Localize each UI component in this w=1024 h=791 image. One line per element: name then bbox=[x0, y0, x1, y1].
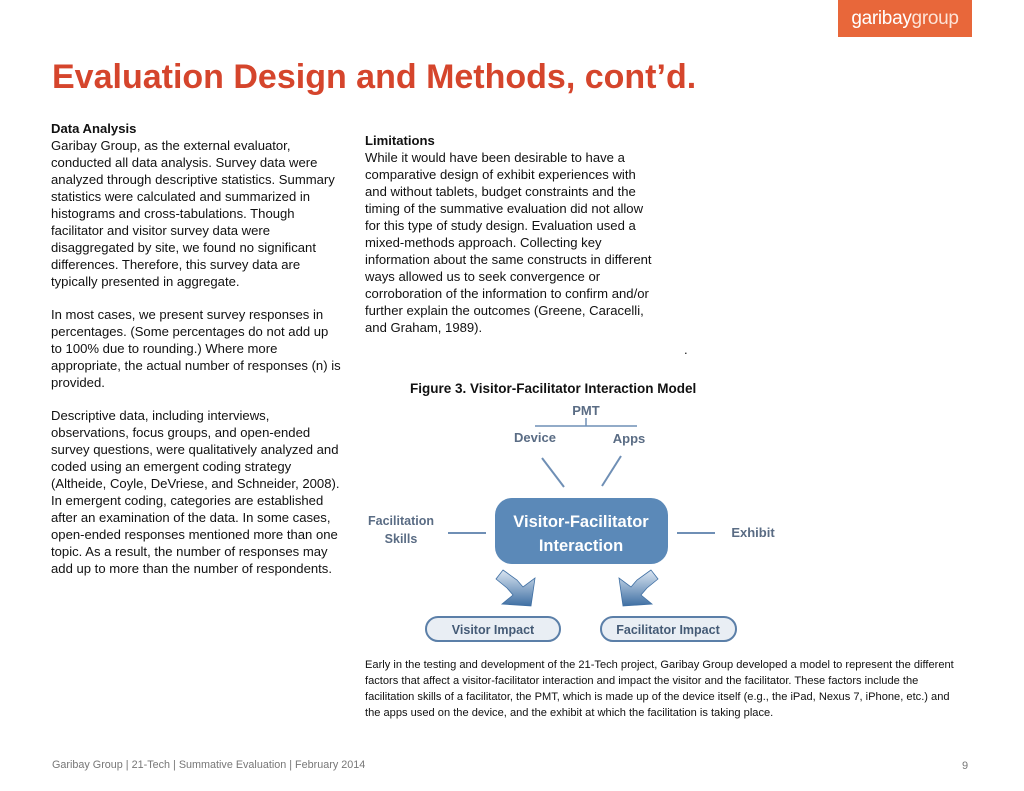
limitations-heading: Limitations bbox=[365, 133, 435, 148]
data-analysis-text-1: Garibay Group, as the external evaluator, conducted all data analysis. Survey data were analyzed through descriptive statistics. Summary statistics were calculated and summarized in histograms and cross-tabulations. Though facilitator and visitor survey data were disaggregated by site, we found no significant differences. Therefore, this survey data are typically presented in aggregate. bbox=[51, 138, 335, 289]
interaction-node-line1: Visitor-Facilitator bbox=[513, 513, 649, 531]
interaction-model-diagram bbox=[355, 398, 775, 648]
logo-part2: group bbox=[911, 8, 959, 29]
apps-label: Apps bbox=[612, 431, 646, 446]
facilitator-impact-label: Facilitator Impact bbox=[616, 623, 720, 637]
device-connector bbox=[542, 458, 564, 487]
logo-part1: garibay bbox=[851, 8, 912, 29]
exhibit-label: Exhibit bbox=[731, 525, 775, 540]
interaction-node-line2: Interaction bbox=[538, 537, 624, 555]
data-analysis-heading: Data Analysis bbox=[51, 121, 137, 136]
facilitator-impact-arrow bbox=[619, 570, 658, 606]
figure-caption: Early in the testing and development of the 21-Tech project, Garibay Group developed a model to represent the different factors that affect a visitor-facilitator interaction and impact the visitor and the facilitator. These factors include the facilitation skills of a facilitator, the PMT, which is made up of the device itself (e.g., the iPad, Nexus 7, iPhone, etc.) and the apps used on the device, and the exhibit at which the facilitation is taking place. bbox=[365, 659, 954, 719]
page-title: Evaluation Design and Methods, cont’d. bbox=[52, 58, 697, 96]
garibay-group-logo bbox=[838, 0, 972, 37]
apps-connector bbox=[602, 456, 621, 486]
facilitation-skills-line2: Skills bbox=[384, 532, 418, 546]
device-label: Device bbox=[514, 430, 556, 445]
data-analysis-paragraph-3: Descriptive data, including interviews, observations, focus groups, and open-ended survey questions, were qualitatively analyzed and coded using an emergent coding strategy (Altheide, Coyle, DeVriese, and Schneider, 2008). In emergent coding, categories are established after an examination of the data. In some cases, open-ended responses mentioned more than one topic. As a result, the number of responses may add up to more than the number of respondents. bbox=[51, 408, 340, 576]
data-analysis-paragraph-2: In most cases, we present survey responses in percentages. (Some percentages do not add up to 100% due to rounding.) Where more appropriate, the actual number of responses (n) is provided. bbox=[51, 307, 341, 390]
limitations-text: While it would have been desirable to have a comparative design of exhibit experiences with and without tablets, budget constraints and the timing of the summative evaluation did not allow for this type of study design. Evaluation used a mixed-methods approach. Collecting key information about the same constructs in different ways allowed us to seek convergence or corroboration of the information to confirm and/or further explain the outcomes (Greene, Caracelli, and Graham, 1989). bbox=[365, 150, 652, 335]
figure-title: Figure 3. Visitor-Facilitator Interaction Model bbox=[410, 381, 697, 396]
stray-period: . bbox=[684, 342, 688, 357]
facilitation-skills-line1: Facilitation bbox=[368, 514, 434, 528]
page-number: 9 bbox=[962, 760, 969, 772]
data-analysis-paragraph-1 bbox=[51, 120, 341, 290]
visitor-impact-label: Visitor Impact bbox=[451, 623, 535, 637]
data-analysis-section bbox=[51, 120, 341, 593]
footer-text: Garibay Group | 21-Tech | Summative Evaluation | February 2014 bbox=[52, 759, 366, 771]
limitations-section bbox=[365, 132, 661, 336]
pmt-label: PMT bbox=[572, 403, 600, 418]
visitor-impact-arrow bbox=[496, 570, 535, 606]
